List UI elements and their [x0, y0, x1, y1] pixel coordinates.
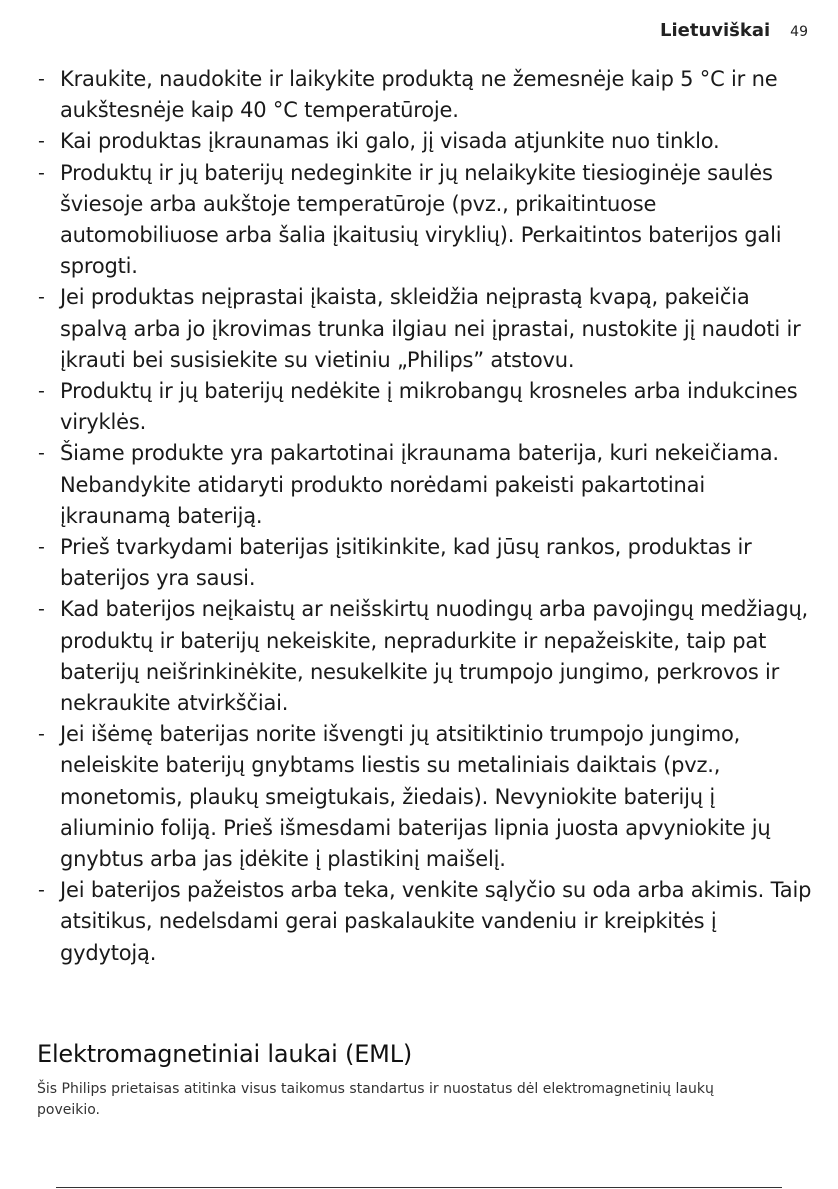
bullet-dash: -	[38, 161, 45, 184]
list-item	[34, 594, 814, 719]
page-number: 49	[790, 24, 808, 40]
list-item-text: Prieš tvarkydami baterijas įsitikinkite, kad jūsų rankos, produktas ir baterijos yra sausi.	[60, 535, 752, 591]
list-item	[34, 875, 814, 969]
list-item-text: Produktų ir jų baterijų nedėkite į mikrobangų krosneles arba indukcines viryklės.	[60, 379, 798, 435]
page-header	[660, 20, 808, 41]
bullet-dash: -	[38, 536, 45, 559]
list-item	[34, 64, 814, 126]
list-item	[34, 158, 814, 283]
section-paragraph: Šis Philips prietaisas atitinka visus taikomus standartus ir nuostatus dėl elektromagnetinių laukų poveikio.	[37, 1081, 714, 1118]
list-item	[34, 719, 814, 875]
bullet-dash: -	[38, 68, 45, 90]
list-item-text: Jei produktas neįprastai įkaista, skleidžia neįprastą kvapą, pakeičia spalvą arba jo įkrovimas trunka ilgiau nei įprastai, nustokite jį naudoti ir įkrauti bei susisiekite su vietiniu „Philips” atstovu.	[60, 285, 801, 372]
list-item-text: Jei baterijos pažeistos arba teka, venkite sąlyčio su oda arba akimis. Taip atsitikus, nedelsdami gerai paskalaukite vandeniu ir kreipkitės į gydytoją.	[60, 878, 812, 965]
list-item	[34, 532, 814, 594]
language-label: Lietuviškai	[660, 20, 771, 41]
list-item	[34, 282, 814, 376]
list-item	[34, 376, 814, 438]
list-item-text: Kad baterijos neįkaistų ar neišskirtų nuodingų arba pavojingų medžiagų, produktų ir baterijų nekeiskite, nepradurkite ir nepažeiskite, taip pat baterijų neišrinkinėkite, nesukelkite jų trumpojo jungimo, perkrovos ir nekraukite atvirkščiai.	[60, 597, 809, 716]
footer-divider	[56, 1187, 782, 1188]
list-item	[34, 126, 814, 157]
bullet-dash: -	[38, 598, 45, 621]
list-item-text: Šiame produkte yra pakartotinai įkraunama baterija, kuri nekeičiama. Nebandykite atidaryti produkto norėdami pakeisti pakartotinai įkraunamą bateriją.	[60, 441, 779, 528]
list-item-text: Produktų ir jų baterijų nedeginkite ir jų nelaikykite tiesioginėje saulės šviesoje arba aukštoje temperatūroje (pvz., prikaitintuose automobiliuose arba šalia įkaitusių viryklių). Perkaitintos baterijos gali sprogti.	[60, 160, 782, 279]
safety-bullet-list	[34, 64, 814, 969]
bullet-dash: -	[38, 130, 45, 153]
bullet-dash: -	[38, 380, 45, 403]
list-item-text: Kraukite, naudokite ir laikykite produktą ne žemesnėje kaip 5 °C ir ne aukštesnėje kaip 40 °C temperatūroje.	[60, 67, 778, 123]
bullet-dash: -	[38, 442, 45, 465]
list-item-text: Jei išėmę baterijas norite išvengti jų atsitiktinio trumpojo jungimo, neleiskite baterijų gnybtams liestis su metaliniais daiktais (pvz., monetomis, plaukų smeigtukais, žiedais). Nevyniokite baterijų į aliuminio foliją. Prieš išmesdami baterijas lipnia juosta apvyniokite jų gnybtus arba jas įdėkite į plastikinį maišelį.	[60, 722, 771, 872]
bullet-dash: -	[38, 286, 45, 309]
bullet-dash: -	[38, 879, 45, 902]
section-heading: Elektromagnetiniai laukai (EML)	[37, 1040, 413, 1068]
list-item	[34, 438, 814, 532]
bullet-dash: -	[38, 723, 45, 746]
list-item-text: Kai produktas įkraunamas iki galo, jį visada atjunkite nuo tinklo.	[60, 129, 720, 154]
